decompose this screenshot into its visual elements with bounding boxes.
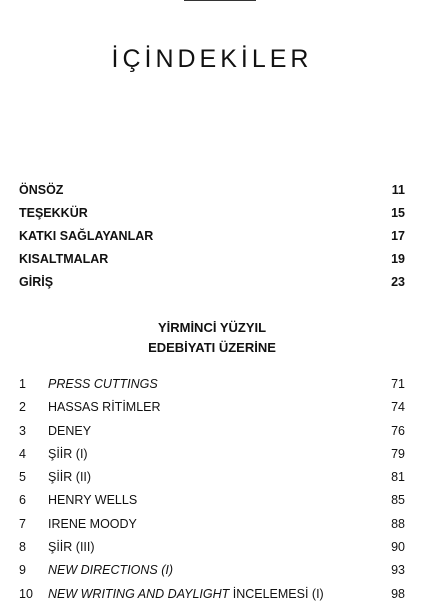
chapter-entry-6[interactable] [19, 492, 405, 515]
chapter-number: 7 [19, 516, 26, 531]
chapter-page: 79 [391, 446, 405, 461]
section-heading-line2: EDEBİYATI ÜZERİNE [148, 340, 276, 355]
toc-entry-giris[interactable] [19, 274, 405, 297]
toc-entry-label: ÖNSÖZ [19, 183, 64, 197]
chapter-page: 90 [391, 540, 405, 555]
chapter-number: 9 [19, 563, 26, 578]
chapter-number: 6 [19, 493, 26, 508]
chapter-title [48, 539, 391, 555]
chapter-title-roman: ŞİİR (II) [48, 470, 92, 485]
chapter-title [48, 586, 391, 602]
chapter-title [48, 446, 391, 462]
chapter-entry-9[interactable] [19, 562, 405, 585]
toc-entry-page: 11 [391, 183, 405, 197]
chapter-page: 71 [391, 377, 405, 391]
top-rule [184, 0, 256, 1]
chapter-title-roman: HASSAS RİTİMLER [48, 400, 161, 415]
chapter-title-roman: IRENE MOODY [48, 516, 137, 531]
chapter-entry-3[interactable] [19, 423, 405, 446]
toc-entry-page: 17 [391, 229, 405, 243]
toc-entry-label: KISALTMALAR [19, 252, 109, 266]
chapter-entry-10[interactable] [19, 586, 405, 609]
front-matter-list [19, 182, 405, 297]
toc-entry-katki-saglayanlar[interactable] [19, 228, 405, 251]
section-heading [0, 318, 424, 358]
toc-entry-kisaltmalar[interactable] [19, 251, 405, 274]
toc-entry-page: 23 [391, 275, 405, 289]
chapter-title-italic: NEW DIRECTIONS (I) [48, 563, 173, 578]
chapter-title [48, 562, 391, 578]
chapter-title [48, 423, 391, 439]
chapter-number: 5 [19, 470, 26, 485]
chapter-entry-1[interactable] [19, 376, 405, 399]
toc-entry-page: 15 [391, 206, 405, 220]
chapter-page: 76 [391, 423, 405, 438]
chapter-number: 3 [19, 423, 26, 438]
chapter-number: 8 [19, 540, 26, 555]
chapter-list [19, 376, 405, 609]
toc-entry-onsoz[interactable] [19, 182, 405, 205]
chapter-number: 1 [19, 377, 26, 391]
chapter-title [48, 492, 391, 508]
chapter-title [48, 376, 391, 392]
chapter-title-roman: ŞİİR (III) [48, 540, 95, 555]
chapter-title-italic: PRESS CUTTINGS [48, 377, 158, 391]
chapter-page: 98 [391, 586, 405, 601]
chapter-entry-8[interactable] [19, 539, 405, 562]
chapter-title-roman: İNCELEMESİ (I) [229, 586, 324, 601]
toc-entry-label: GİRİŞ [19, 275, 54, 289]
chapter-page: 88 [391, 516, 405, 531]
chapter-title-roman: DENEY [48, 423, 92, 438]
chapter-page: 93 [391, 563, 405, 578]
chapter-title-roman: HENRY WELLS [48, 493, 138, 508]
chapter-title [48, 516, 391, 532]
chapter-page: 74 [391, 400, 405, 415]
chapter-title [48, 399, 391, 415]
page-title: İÇİNDEKİLER [111, 44, 313, 73]
chapter-title-roman: ŞİİR (I) [48, 446, 88, 461]
chapter-page: 81 [391, 470, 405, 485]
chapter-entry-2[interactable] [19, 399, 405, 422]
chapter-title-italic: NEW WRITING AND DAYLIGHT [48, 586, 230, 601]
chapter-page: 85 [391, 493, 405, 508]
toc-entry-label: KATKI SAĞLAYANLAR [19, 229, 154, 243]
chapter-number: 2 [19, 400, 26, 415]
chapter-number: 10 [19, 586, 33, 601]
section-heading-line1: YİRMİNCİ YÜZYIL [157, 320, 267, 335]
chapter-entry-5[interactable] [19, 469, 405, 492]
chapter-entry-4[interactable] [19, 446, 405, 469]
toc-entry-label: TEŞEKKÜR [19, 206, 88, 220]
chapter-title [48, 469, 391, 485]
chapter-number: 4 [19, 446, 26, 461]
toc-entry-tesekkur[interactable] [19, 205, 405, 228]
chapter-entry-7[interactable] [19, 516, 405, 539]
toc-entry-page: 19 [391, 252, 405, 266]
